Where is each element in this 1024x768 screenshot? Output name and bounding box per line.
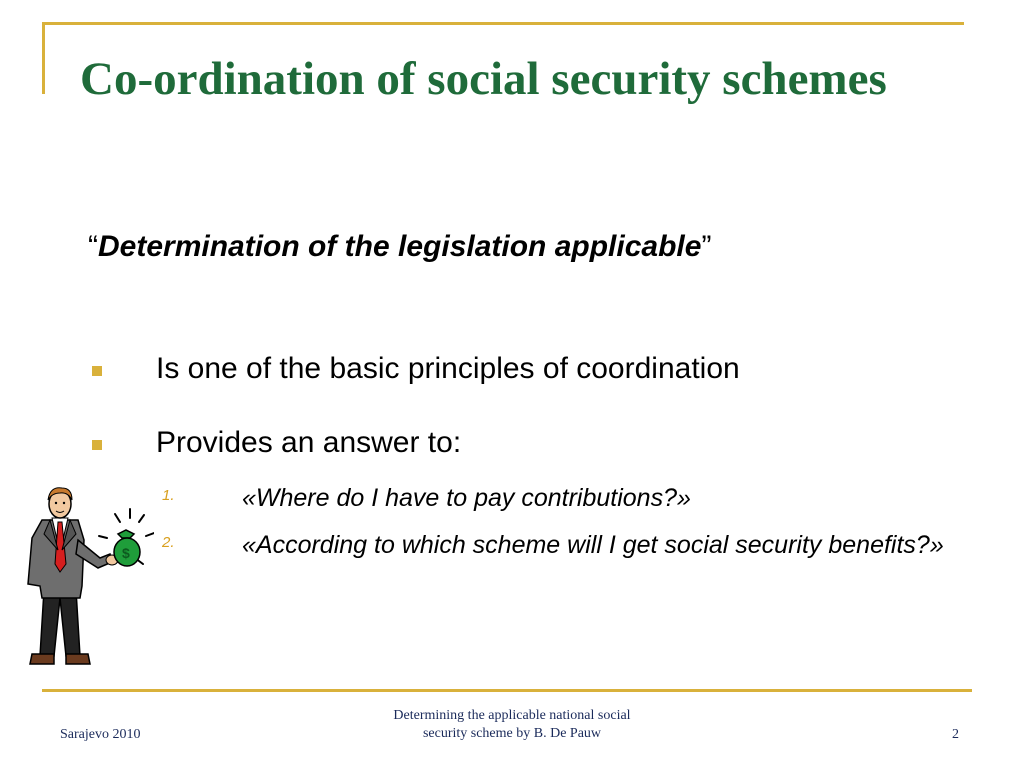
page-number: 2	[952, 727, 959, 742]
subtitle-text: Determination of the legislation applicable	[98, 230, 702, 263]
footer-title-line1: Determining the applicable national social	[393, 708, 631, 723]
svg-text:$: $	[122, 545, 130, 561]
sub-list-text: «Where do I have to pay contributions?»	[242, 484, 691, 512]
footer-title-line2: security scheme by B. De Pauw	[422, 726, 602, 741]
sub-list-number: 2.	[162, 534, 175, 551]
sub-list-number: 1.	[162, 487, 175, 504]
bullet-text: Provides an answer to:	[156, 426, 462, 459]
slide-title: Co-ordination of social security schemes	[80, 53, 887, 105]
businessman-with-money-bag-icon	[14, 478, 154, 678]
frame-left-line	[42, 22, 45, 94]
square-bullet-icon	[92, 366, 102, 376]
frame-top-line	[42, 22, 964, 25]
subtitle-close-quote: ”	[701, 230, 712, 263]
sub-list-text: «According to which scheme will I get social security benefits?»	[242, 531, 944, 559]
slide-subtitle	[88, 230, 711, 264]
footer-location: Sarajevo 2010	[60, 727, 141, 742]
square-bullet-icon	[92, 440, 102, 450]
footer-title	[300, 707, 724, 743]
subtitle-open-quote: “	[88, 230, 98, 263]
bullet-text: Is one of the basic principles of coordination	[156, 352, 740, 385]
frame-bottom-line	[42, 689, 972, 692]
